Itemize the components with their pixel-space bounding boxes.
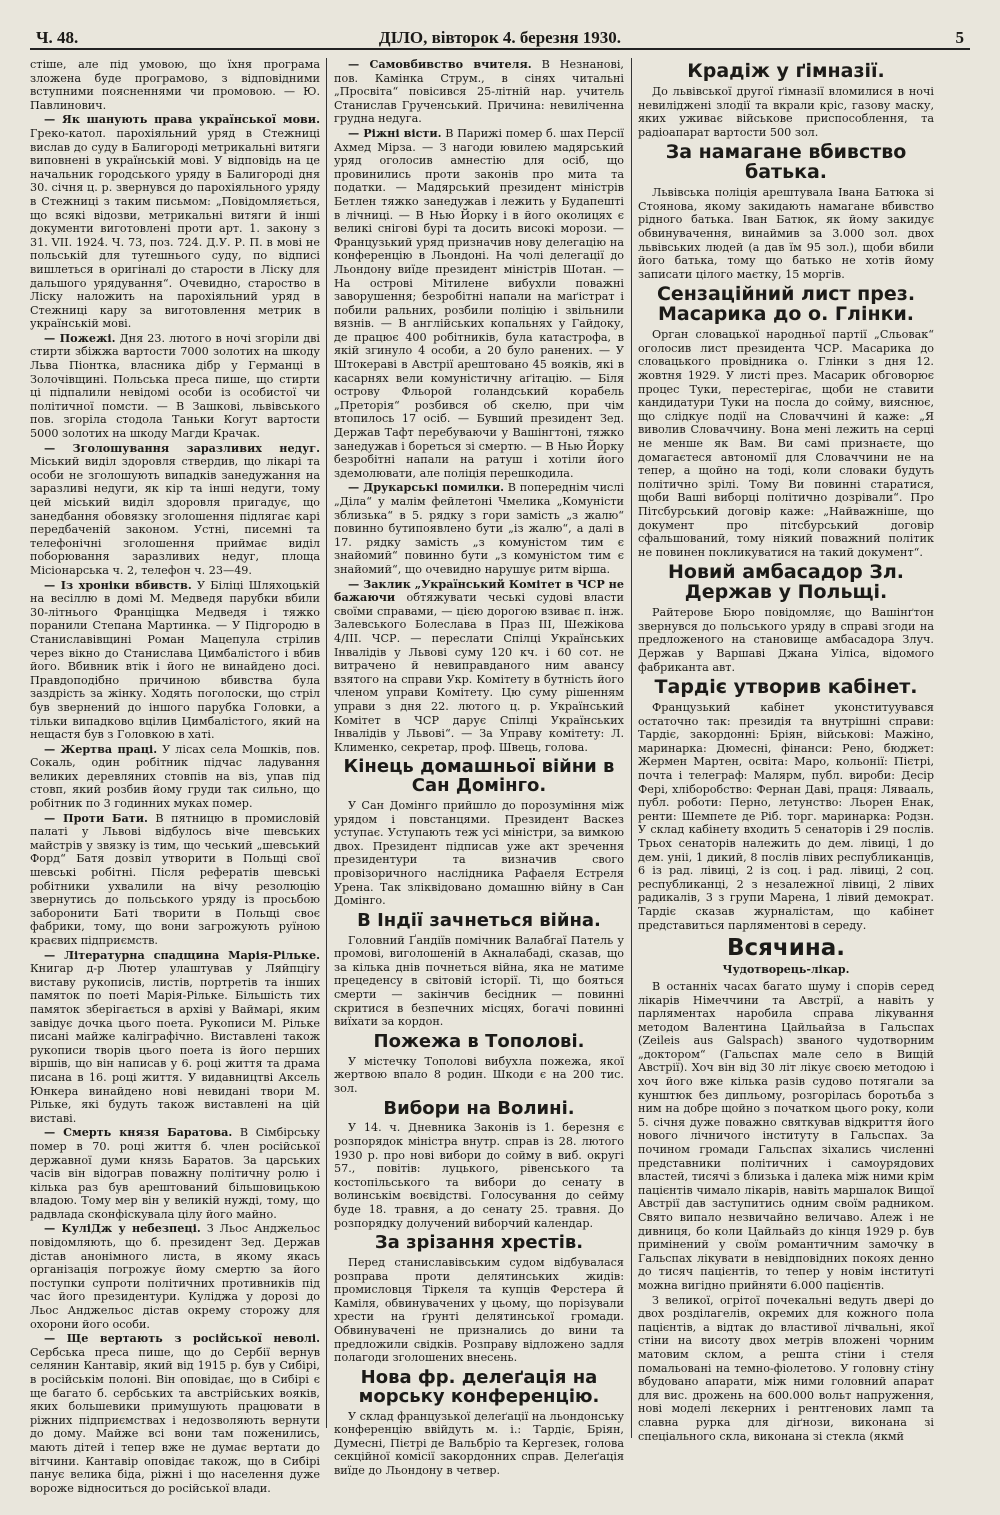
article-paragraph bbox=[334, 1410, 624, 1478]
article-text: Книгар д-р Лютер улаштував у Ляйпцігу виставу рукописів, листів, портретів та інших памяток по поеті Марія-Рільке. Більшість тих памяток зберігається в архіві у Ваймарі, яким завідує дочка цього поета. Рукописи М. Рільке писані майже каліграфічно. Виставлені також рукописи творів цього поета із його перших віршів, що він написав у 6. році життя та драма писана в 16. році життя. У видавництві Аксель Юнкера винайдено нові невидані твори М. Рільке, які будуть також виставлені на цій виставі. bbox=[30, 962, 320, 1125]
article-paragraph bbox=[30, 1126, 320, 1221]
column-2 bbox=[334, 58, 624, 1503]
article-text: Львівська поліція арештувала Івана Батюка зі Стоянова, якому закидають намагане вбивство рідного батька. Іван Батюк, як йому закидує обвинувачення, винаймив за 3.000 зол. двох львівських людей (а дав їм 95 зол.), щоби вбили його батька, тому що батько не хотів йому записати цілого маєтку, 15 моргів. bbox=[638, 186, 934, 281]
article-text: У лісах села Мошків, пов. Сокаль, один робітник підчас ладування великих деревляних стовпів на віз, упав під стовп, який розбив йому груди так сильно, що робітник по 3 годинних муках помер. bbox=[30, 742, 320, 811]
article-text: У Біліці Шляхоцькій на весіллю в домі М. Медведя парубки вбили 30-літнього Франціщка Медведя і тяжко поранили Степана Мартинка. — У Підгородю в Станиславівщині Роман Мацепула стрілив через вікно до Станислава Цимбалістого і вбив його. Вбивник втік і його не винайдено досі. Правдоподібно причиною вбивства була заздрість за жінку. Ходять поголоски, що стріл був звернений до іншого парубка Головки, а тільки випадково вцілив Цимбалістого, який на нещастя був з Головкою в хаті. bbox=[30, 578, 320, 742]
issue-number: Ч. 48. bbox=[36, 28, 79, 47]
article-paragraph bbox=[30, 1332, 320, 1495]
column-1 bbox=[30, 58, 320, 1503]
article-paragraph bbox=[334, 1055, 624, 1096]
article-headline: В Індії зачнеться війна. bbox=[357, 909, 601, 931]
article-headline: Кінець домашньої війни в Сан Домінго. bbox=[343, 756, 615, 797]
newspaper-title: ДІЛО, вівторок 4. березня 1930. bbox=[378, 28, 622, 47]
article-headline: Сензаційний лист през. Масарика до о. Глінки. bbox=[656, 283, 916, 326]
article-text: Перед станиславівським судом відбувалася розправа проти делятинських жидів: промисловця Тіркеля та купців Ферстера й Каміля, обвинувачених у цьому, що порізували хрести на ґрунті делятинської громади. Обвинувачені не признались до вини та предложили свідків. Розправу відложено задля полагоди зголошених внесень. bbox=[334, 1256, 624, 1365]
article-text: До львівської другої ґімназії вломилися в ночі невиліджені злодії та вкрали кріс, газову маску, яких уживає військове приспособлення, та радіоапарат вартости 500 зол. bbox=[638, 84, 934, 139]
article-text: Греко-катол. парохіяльний уряд в Стежниці вислав до суду в Балигороді метрикальні витяги виповнені в українській мові. У відповідь на це начальник городського уряду в Балигороді дня 30. січня ц. р. звернувся до парохіяльного уряду в Стежниці з таким письмом: „Повідомляється, що всякі відозви, метрикальні витяги й інші документи виготовлені проти арт. 1. закону з 31. VII. 1924. Ч. 73, поз. 724. Д.У. Р. П. в мові не польській для тутешнього суду, по відписі вишлеться в оригіналі до старости в Ліску для дальшого урядування“. Очевидно, староство в Ліску наложить на парохіяльний уряд в Стежниці кару за виготовлення метрик в українській мові. bbox=[30, 126, 320, 331]
article-text: У склад французької делеґації на льондонську конференцію ввійдуть м. і.: Тардіє, Бріян, Думесні, Пієтрі де Вальбріо та Кергезек, голова секційної комісії закордонних справ. Делеґація виїде до Льондону в четвер. bbox=[334, 1409, 624, 1477]
article-lead: — Ще вертають з російської неволі. bbox=[44, 1331, 320, 1346]
article-text: В Сімбірську помер в 70. році життя б. член російської державної думи князь Баратов. За царських часів він відограв поважну політичну ролю і кілька раз був арештований більшовицькою владою. Тому мер він у великій нужді, тому, що радвлада сконфіскувала цілу його майно. bbox=[30, 1126, 320, 1221]
article-text: В Незнанові, пов. Камінка Струм., в сінях читальні „Просвіта“ повісився 25-літній нар. учитель Станислав Грученський. Причина: невиліченна грудна недуга. bbox=[334, 58, 624, 126]
article-paragraph bbox=[30, 58, 320, 112]
article-paragraph bbox=[30, 743, 320, 811]
article-lead: — Проти Бати. bbox=[44, 810, 148, 825]
article-text: З великої, огрітої почекальні ведуть двері до двох розділагелів, окремих для кожного пола пацієнтів, а відтак до властивої лічвальні, якої стіни на висоту двох метрів вложені чорним матовим склом, а решта стіни і стеля помальовані на темно-фіолетово. У головну стіну вбудовано апарати, між ними головний апарат для вис. дрожень на 600.000 вольт напруження, нові моделі лєкерних і рентгенових ламп та славна рурка для діґнози, виконана зі спеціального скла, виконана зі стекла (якмй bbox=[638, 1293, 934, 1443]
article-headline: За намагане вбивство батька. bbox=[665, 141, 907, 184]
article-text: стіше, але під умовою, що їхня програма зложена буде програмово, з відповідними вступними поясненнями чи промовою. — Ю. Павлинович. bbox=[30, 58, 320, 112]
article-lead: — Як шанують права української мови. bbox=[44, 112, 320, 127]
article-paragraph bbox=[30, 113, 320, 331]
page-number: 5 bbox=[955, 28, 964, 47]
article-text: Орган словацької народньої партії „Сльовак“ оголосив лист президента ЧСР. Масарика до словацького провідника о. Глінки з дня 12. жовтня 1929. У листі през. Масарик обговорює процес Туки, перестерігає, щоби не ставити кандидатури Туки на посла до сойму, вияснює, що слідкує події на Словаччині й каже: „Я виволив Словаччину. Вона мені лежить на серці не менше як Вам. Ви самі признаєте, що домагаєтеся автономії для Словаччини не на тепер, а щойно на тоді, коли словаки будуть політично зрілі. Тому Ви повинні старатися, щоби Ваші виборці політично дозрівали“. Про Пітсбурський договір каже: „Найважніше, що документ про пітсбурський договір сфальшований, тому ніякий поважний політик не повинен покликуватися на такий документ“. bbox=[638, 328, 934, 559]
article-text: Головний Ґандіїв помічник Валабгаї Патель у промові, виголошеній в Акналабаді, сказав, що за кілька днів почнеться війна, яка не матиме прецеденсу в світовій історії. Ті, що бояться смерти — закінчив бесідник — повинні скритися в безпечних місцях, богачі повинні виїхати за кордон. bbox=[334, 933, 624, 1029]
article-lead: — Із хроніки вбивств. bbox=[44, 577, 192, 592]
article-text: В Парижі помер б. шах Персії Ахмед Мірза. — З нагоди ювилею мадярський уряд оголосив амнестію для осіб, що провинились проти законів про мита та податки. — Мадярський президент міністрів Бетлен тяжко занедужав і лежить у Будапешті в лічниці. — В Нью Йорку і в його околицях є великі снігові бурі та досить високі морози. — Французький уряд призначив нову делегацію на конференцію в Льондоні. На чолі делегації до Льондону виїде президент міністрів Шотан. — На острові Мітилене вибухли поважні заворушення; безробітні напали на маґістрат і побили ральних, розбили поліцію і звільнили вязнів. — В англійських копальнях у Гайдоку, де працює 400 робітників, була катастрофа, в якій згинуло 4 особи, а 20 було ранених. — У Штокераві в Австрії арештовано 45 вояків, які в касарнях вели комуністичну аґітацію. — Біля острову Фльорой голандський корабель „Преторія“ розбився об скелю, при чім втопилось 17 осіб. — Бувший президент Зед. Держав Тафт перебуваючи у Вашінгтоні, тяжко занедужав і бореться зі смертю. — В Нью Йорку безробітні напали на ратуш і хотіли його здемолювати, але поліція перешкодила. bbox=[334, 126, 624, 480]
column-rule-left bbox=[326, 58, 327, 1428]
article-text: У 14. ч. Дневника Законів із 1. березня є розпорядок міністра внутр. справ із 28. лютого 1930 р. про нові вибори до сойму в виб. округі 57., повітів: луцького, рівенського та костопільського та вибори до сенату в волинськім воєвідстві. Голосування до сейму буде 18. травня, а до сенату 25. травня. До розпорядку долучений виборчий календар. bbox=[334, 1121, 624, 1230]
article-headline: Тардіє утворив кабінет. bbox=[654, 676, 918, 699]
article-lead: — Смерть князя Баратова. bbox=[44, 1125, 233, 1140]
article-paragraph bbox=[334, 58, 624, 126]
article-paragraph bbox=[334, 127, 624, 480]
article-text: В попереднім числі „Діла“ у малім фейлетоні Чмелика „Комуністи зблизька“ в 5. рядку з гори замість „з жалю“ повинно бутипоявлено бути „із жалю“, а далі в 17. рядку замість „з комуністом тим є знайомий“ повинно бути „з комуністом тим є знайомий“, що очевидно нарушує ритм вірша. bbox=[334, 481, 624, 576]
article-lead: — Зголошування заразливих недуг. bbox=[44, 440, 320, 455]
article-text: Райтерове Бюро повідомляє, що Вашінґтон звернувся до польського уряду в справі згоди на предложеного на становище амбасадора Злуч. Держав у Варшаві Джана Уіліса, відомого фабриканта авт. bbox=[638, 606, 934, 674]
column-rule-right bbox=[631, 58, 632, 1438]
article-text: У містечку Тополові вибухла пожежа, якої жертвою впало 8 родин. Шкоди є на 200 тис. зол. bbox=[334, 1054, 624, 1095]
article-paragraph bbox=[30, 1222, 320, 1331]
article-text: Міський виділ здоровля ствердив, що лікарі та особи не зголошують випадків занедужання на заразливі недуги, як кір та інші недуги, тому цей міський виділ здоровля пригадує, що занедбання обовязку зголошення підлягає карі передбаченій законом. Устні, писемні та телефонічні зголошення приймає виділ поборювання заразливих недуг, площа Місіонарська ч. 2, телефон ч. 23—49. bbox=[30, 455, 320, 577]
article-text: Французький кабінет уконституувався остаточно так: президія та внутрішні справи: Тардіє, закордонні: Бріян, військові: Мажіно, маринарка: Дюмесні, фінанси: Рено, бюджет: Жермен Мартен, освіта: Маро, кольонії: Пієтрі, почта і телеграф: Малярм, публ. вироби: Десір Фері, хліборобство: Фернан Даві, праця: Лявааль, публ. роботи: Перно, летунство: Льорен Енак, ренти: Шемпете де Ріб. торг. маринарка: Родзн. У склад кабінету входить 5 сенаторів і 29 послів. Трьох сенаторів належить до дем. лівиці, 1 до дем. уніі, 1 дикий, 8 послів лівих республиканців, 6 із рад. лівиці, 2 із соц. і рад. лівиці, 2 соц. республиканці, 2 з незалежної лівиці, 2 лівих радикалів, 3 з групи Марена, 1 лівий демократ. Тардіє сказав журналістам, що кабінет представиться парляментові в середу. bbox=[638, 701, 934, 932]
column-3 bbox=[638, 58, 934, 1503]
article-text: З Льос Анджельос повідомляють, що б. президент Зед. Держав дістав анонімного листа, в якому якась організація погрожує йому смертю за його поступки супроти політичних противників під час його президентури. Куліджа у дорозі до Льос Анджельос дістав окрему сторожу для охорони його особи. bbox=[30, 1222, 320, 1331]
article-headline: Крадіж у ґімназії. bbox=[687, 60, 885, 82]
article-lead: — Ріжні вісти. bbox=[348, 125, 442, 140]
article-paragraph bbox=[334, 934, 624, 1029]
masthead bbox=[30, 22, 970, 50]
article-headline: Нова фр. делеґація на морську конференцію. bbox=[358, 1366, 600, 1407]
article-paragraph bbox=[334, 481, 624, 576]
article-paragraph bbox=[30, 332, 320, 441]
article-paragraph bbox=[334, 799, 624, 908]
article-paragraph bbox=[638, 701, 934, 932]
section-subtitle: Чудотворець-лікар. bbox=[722, 963, 850, 977]
article-headline: Всячина. bbox=[727, 935, 845, 962]
article-paragraph bbox=[30, 579, 320, 742]
article-headline: Пожежа в Тополові. bbox=[373, 1030, 585, 1052]
article-paragraph bbox=[638, 606, 934, 674]
article-lead: — Літературна спадщина Марія-Рільке. bbox=[44, 947, 320, 962]
article-headline: За зрізання хрестів. bbox=[374, 1232, 584, 1254]
article-paragraph bbox=[334, 578, 624, 755]
article-text: В останніх часах багато шуму і спорів серед лікарів Німеччини та Австрії, а навіть у парляментах наробила справа лікування методом Валентина Цайльайза в Гальспах (Zeileis aus Galspach) званого чудотворним „доктором“ (Гальспах мале село в Вищій Австрії). Хоч він від 30 літ лікує своєю методою і хоч його вже кілька разів судово потягали за кунштюк без дипльому, розгорілась боротьба з ним на добре щойно з початком цього року, коли 5. січня дуже поважно святкував відкриття його нового лічничого інституту в Гальспах. За почином громади Гальспах зіхались численні представники політичних і самоурядових властей, тисячі з близька і далека між ними крім пацієнтів чимало лікарів, навіть маршалок Вищої Австрії дав заступитись одним своїм радником. Свято випало незвичайно величаво. Алеж і не дивниця, бо коли Цайльайз до кінця 1929 р. був примінений у своїм романтичним замочку в Гальспах лікувати в невідповідних покоях денно до тисяч пацієнтів, то тепер у новім інституті можна вигідно прийняти 6.000 пацієнтів. bbox=[638, 979, 934, 1292]
article-paragraph bbox=[30, 442, 320, 578]
article-lead: — Друкарські помилки. bbox=[348, 480, 505, 495]
article-lead: — Заклик „Український Комітет в ЧСР не бажаючи bbox=[334, 576, 624, 605]
article-paragraph bbox=[638, 186, 934, 281]
article-paragraph bbox=[638, 85, 934, 139]
article-paragraph bbox=[638, 1294, 934, 1444]
article-headline: Вибори на Волині. bbox=[383, 1097, 575, 1119]
article-text: Дня 23. лютого в ночі згоріли дві стирти збіжжа вартости 7000 золотих на шкоду Льва Піонтка, власника дібр у Германці в Золочівщині. Польська преса пише, що стирти ці підпалили невідомі особи із особистої чи політичної помсти. — В Зашкові, львівського пов. згоріла стодола Таньки Когут вартости 5000 золотих на шкоду Магди Крачак. bbox=[30, 331, 320, 441]
article-text: У Сан Домінго прийшло до порозуміння між урядом і повстанцями. Президент Васкез уступає. Уступають теж усі міністри, за вимкою двох. Президент підписав уже акт зречення президентури та визначив свого провізоричного наслідника Рафаеля Естреля Урена. Так зліквідовано домашню війну в Сан Домінго. bbox=[334, 799, 624, 908]
article-paragraph bbox=[334, 1256, 624, 1365]
article-text: обтяжувати чеські судові власти своїми справами, — цією дорогою взиває п. інж. Залевського Болеслава в Праз III, Шежікова 4/III. ЧСР. — переслати Спілці Українських Інвалідів у Львові суму 120 кч. і 60 сот. не витрачено й невиправданого ним авансу взятого на справи Укр. Комітету в бутність його членом управи Комітету. Цю суму рішенням управи з дня 22. лютого ц. р. Український Комітет в ЧСР дарує Спілці Українських Інвалідів у Львові“. — За Управу комітету: Л. Клименко, секретар, проф. Швець, голова. bbox=[334, 591, 624, 754]
article-text: Сербська преса пише, що до Сербії вернув селянин Кантавір, який від 1915 р. був у Сибірі, в російськім полоні. Він оповідає, що в Сибірі є ще багато б. сербських та австрійських вояків, яких большевики примушують працювати в ріжних підприємствах і недозволяють вернути до дому. Майже всі вони там поженились, мають дітей і тепер вже не думає вертати до вітчини. Кантавір оповідає також, що в Сибірі панує велика біда, ріжні і що населення дуже вороже відноситься до російської влади. bbox=[30, 1345, 320, 1495]
article-headline: Новий амбасадор Зл. Держав у Польщі. bbox=[668, 561, 904, 604]
article-lead: — КуліДж у небезпеці. bbox=[44, 1221, 201, 1236]
article-text: В пятницю в промисловій палаті у Львові відбулось віче шевських майстрів у звязку із тим, що чеський „шевський Форд“ Батя дозвіл утворити в Польщі свої шевські робітні. Після рефератів шевські робітники ухвалили на вічу резолюцію звернутись до польського уряду із просьбою заборонити Баті творити в Польщі своє фабрики, тому, що вони загрожують руїною краєвих підприємств. bbox=[30, 811, 320, 947]
article-paragraph bbox=[638, 980, 934, 1293]
article-paragraph bbox=[30, 949, 320, 1126]
article-paragraph bbox=[334, 1121, 624, 1230]
article-lead: — Самовбивство вчителя. bbox=[348, 58, 532, 71]
article-paragraph bbox=[30, 812, 320, 948]
article-lead: — Жертва праці. bbox=[44, 741, 158, 756]
article-paragraph bbox=[638, 328, 934, 559]
article-lead: — Пожежі. bbox=[44, 330, 116, 345]
